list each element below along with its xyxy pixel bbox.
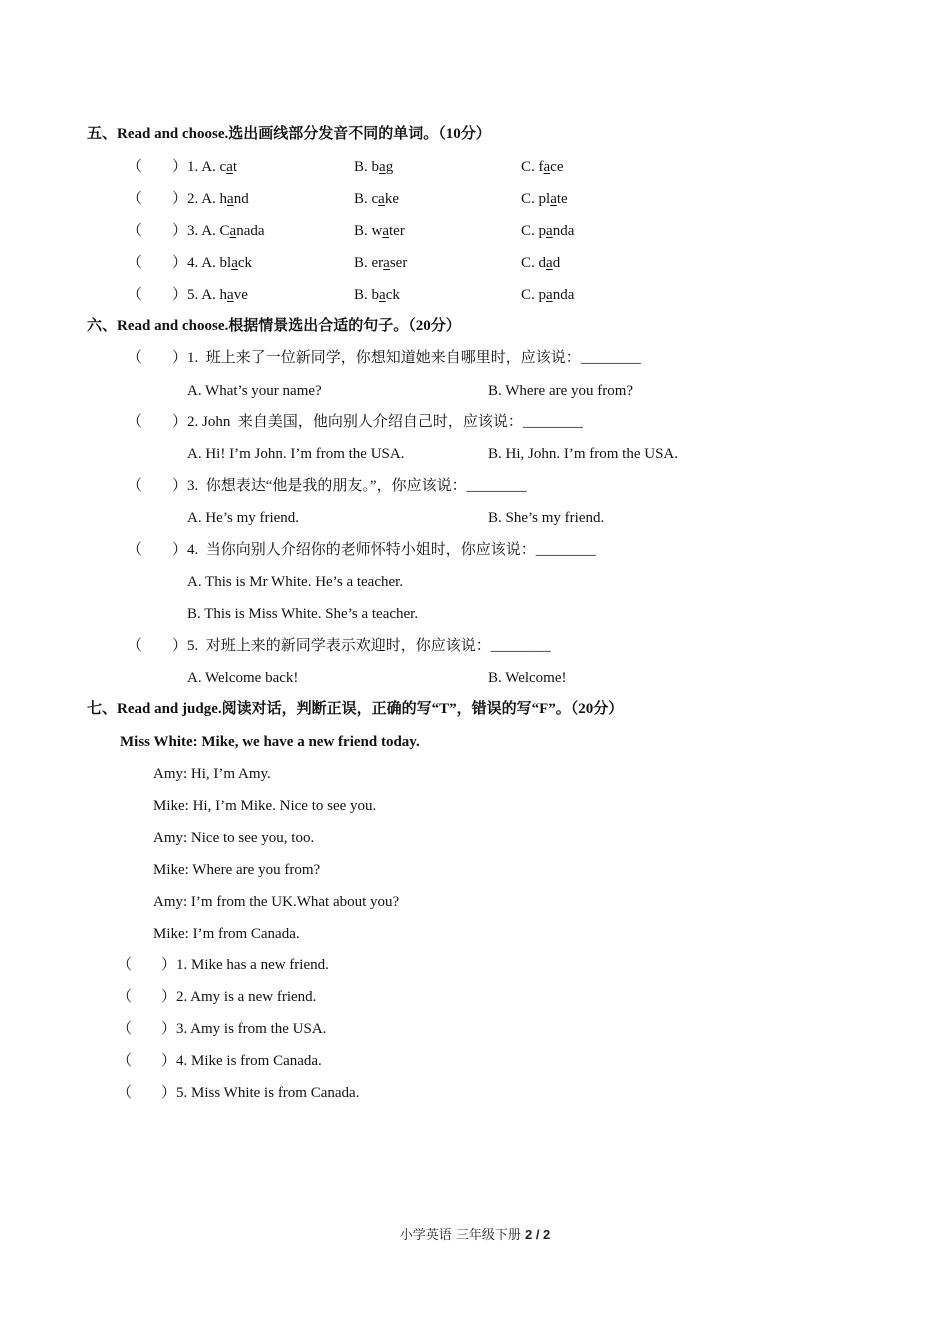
page-footer [0,1224,950,1243]
answer-blank[interactable]: （ [117,1053,133,1069]
option-c: C. panda [521,223,575,239]
answer-blank[interactable]: （ [117,989,133,1005]
option-c: C. plate [521,191,568,207]
option-b: B. cake [354,191,400,207]
option-a: A. What’s your name? [187,383,322,399]
judge-statement: ）4. Mike is from Canada. [161,1053,322,1069]
answer-blank[interactable]: （ [127,191,143,207]
dialog-line: Amy: Nice to see you, too. [153,830,315,846]
option-a: A. Welcome back! [187,670,299,686]
option-b: B. Welcome! [488,670,567,686]
answer-blank[interactable]: （ [127,159,143,175]
answer-blank[interactable]: （ [117,957,133,973]
dialog-line: Mike: I’m from Canada. [153,926,300,942]
option-a: ）2. A. hand [172,191,249,207]
answer-blank[interactable]: （ [127,255,143,271]
section7-heading: 七、Read and judge.阅读对话，判断正误，正确的写“T”，错误的写“F”。（20分） [87,701,624,717]
dialog-line: Amy: Hi, I’m Amy. [153,766,271,782]
question-text: ）3. 你想表达“他是我的朋友。”，你应该说：________ [172,478,527,494]
option-a: ）5. A. have [172,287,248,303]
option-a: A. Hi! I’m John. I’m from the USA. [187,446,405,462]
option-b: B. Hi, John. I’m from the USA. [488,446,678,462]
option-a: ）3. A. Canada [172,223,265,239]
option-b: B. bag [354,159,394,175]
option-a: A. He’s my friend. [187,510,300,526]
judge-statement: ）5. Miss White is from Canada. [161,1085,360,1101]
dialog-intro: Miss White: Mike, we have a new friend today. [120,734,420,750]
question-text: ）5. 对班上来的新同学表示欢迎时，你应该说：________ [172,638,551,654]
option-b: B. eraser [354,255,408,271]
answer-blank[interactable]: （ [127,542,143,558]
option-c: C. dad [521,255,561,271]
page-number: 2 / 2 [524,1227,551,1242]
option-b: B. water [354,223,405,239]
question-text: ）4. 当你向别人介绍你的老师怀特小姐时，你应该说：________ [172,542,596,558]
question-text: ）1. 班上来了一位新同学，你想知道她来自哪里时，应该说：________ [172,350,641,366]
dialog-line: Amy: I’m from the UK.What about you? [153,894,400,910]
option-b: B. Where are you from? [488,383,634,399]
footer-text: 小学英语 三年级下册 [399,1228,525,1243]
option-b: B. She’s my friend. [488,510,605,526]
option-b: B. This is Miss White. She’s a teacher. [187,606,419,622]
answer-blank[interactable]: （ [127,638,143,654]
judge-statement: ）3. Amy is from the USA. [161,1021,327,1037]
option-a: A. This is Mr White. He’s a teacher. [187,574,404,590]
option-a: ）4. A. black [172,255,253,271]
answer-blank[interactable]: （ [127,350,143,366]
section6-heading: 六、Read and choose.根据情景选出合适的句子。（20分） [87,318,461,334]
dialog-line: Mike: Where are you from? [153,862,321,878]
judge-statement: ）1. Mike has a new friend. [161,957,329,973]
option-a: ）1. A. cat [172,159,238,175]
answer-blank[interactable]: （ [117,1021,133,1037]
option-b: B. back [354,287,400,303]
answer-blank[interactable]: （ [127,287,143,303]
question-text: ）2. John 来自美国，他向别人介绍自己时，应该说：________ [172,414,583,430]
option-c: C. face [521,159,564,175]
answer-blank[interactable]: （ [127,414,143,430]
answer-blank[interactable]: （ [127,478,143,494]
option-c: C. panda [521,287,575,303]
section5-heading: 五、Read and choose.选出画线部分发音不同的单词。（10分） [87,126,491,142]
answer-blank[interactable]: （ [127,223,143,239]
judge-statement: ）2. Amy is a new friend. [161,989,317,1005]
answer-blank[interactable]: （ [117,1085,133,1101]
dialog-line: Mike: Hi, I’m Mike. Nice to see you. [153,798,377,814]
